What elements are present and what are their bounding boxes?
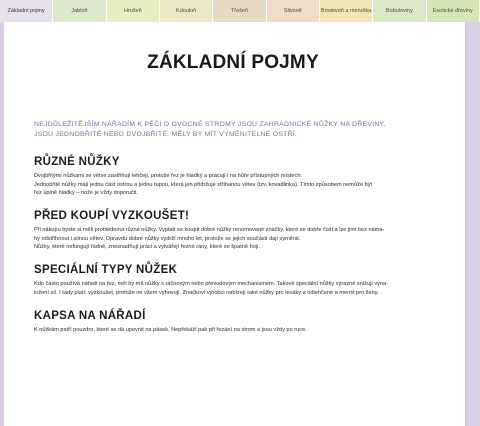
tab-slivone[interactable]: Slivoně [267,0,320,22]
intro-text [34,120,454,139]
body-line: K nůžkám patří pouzdro, které se dá upevnit na pásek. Nepřekáží pak při řezání na strom a jsou vždy po ruce. [34,327,307,333]
tab-tresen[interactable]: Třešeň [213,0,266,22]
body-line: Jednobřité nůžky mají jednu část ostrou a jednu tupou, která jen přidržuje stříhanou větev (tzv. kovadlinka). Tímto způsobem nemůže být [34,181,373,188]
section-body-specialni-typy [34,280,454,297]
section-body-ruzne-nuzky [34,172,454,198]
body-line: ložení síl. I tady platí: vyzkoušet, protože ne všem vyhovují. Značkoví výrobci nabízejí také nůžky pro leváky a odlehčené a menší pro ženy. [34,289,379,296]
body-line: Kdo často používá nářadí na řez, měl by mít nůžky s ráčnovým nebo převodovým mechanismem. Takové speciální nůžky výrazně snižují vyna- [34,281,389,287]
left-accent-bar [0,22,4,426]
tab-jablon[interactable]: Jabloň [53,0,106,22]
body-line: řez úplně hladký – nože je vždy doporučit. [34,190,139,196]
body-line: Nůžky, které nefungují řádně, znesnadňují práci a vytvářejí řezné rány, které se špatně hojí. [34,244,261,250]
section-body-pred-koupi [34,226,454,252]
chapter-tabs [0,0,480,22]
intro-line: NEJDŮLEŽITĚJŠÍM NÁŘADÍM K PÉČI O OVOCNÉ STROMY JSOU ZAHRADNICKÉ NŮŽKY NA DŘEVINY. [34,121,386,128]
intro-line: JSOU JEDNOBŘITÉ NEBO DVOJBŘITÉ. MĚLY BY MÍT VYMĚNITELNÉ OSTŘÍ. [34,130,298,138]
section-heading-pred-koupi: PŘED KOUPÍ VYZKOUŠET! [34,210,190,222]
page-title: ZÁKLADNÍ POJMY [147,52,319,73]
tab-hrusen[interactable]: Hrušeň [107,0,160,22]
tab-kdoulon[interactable]: Kdouloň [160,0,213,22]
section-body-kapsa [34,326,454,335]
section-heading-specialni-typy: SPECIÁLNÍ TYPY NŮŽEK [34,264,178,276]
tab-exoticke-dreviny[interactable]: Exotické dřeviny [427,0,480,22]
tab-broskvon-merunka[interactable]: Broskvoň a meruňka [320,0,373,22]
body-line: Při nákupu byste si měli prohlédnout různé nůžky. Vyplatí se koupit dobré nůžky renomované značky, které se dobře čistí a lze jimi bez náma- [34,227,385,233]
body-line: Dvojbřitými nůžkami se větve zastřihují lehčeji, protože řez je hladký a pracují i na hůře přístupných místech. [34,173,302,179]
right-accent-bar [466,22,480,426]
section-heading-ruzne-nuzky: RŮZNÉ NŮŽKY [34,156,120,168]
tab-bobuloviny[interactable]: Bobuloviny [373,0,426,22]
tab-zakladni-pojmy[interactable]: Základní pojmy [0,0,53,22]
section-heading-kapsa: KAPSA NA NÁŘADÍ [34,310,146,322]
body-line: hy odstřihnout i silnou větev. Opravdu dobré nůžky vydrží mnoho let, protože se jejich součásti dají vyměnit. [34,235,301,242]
